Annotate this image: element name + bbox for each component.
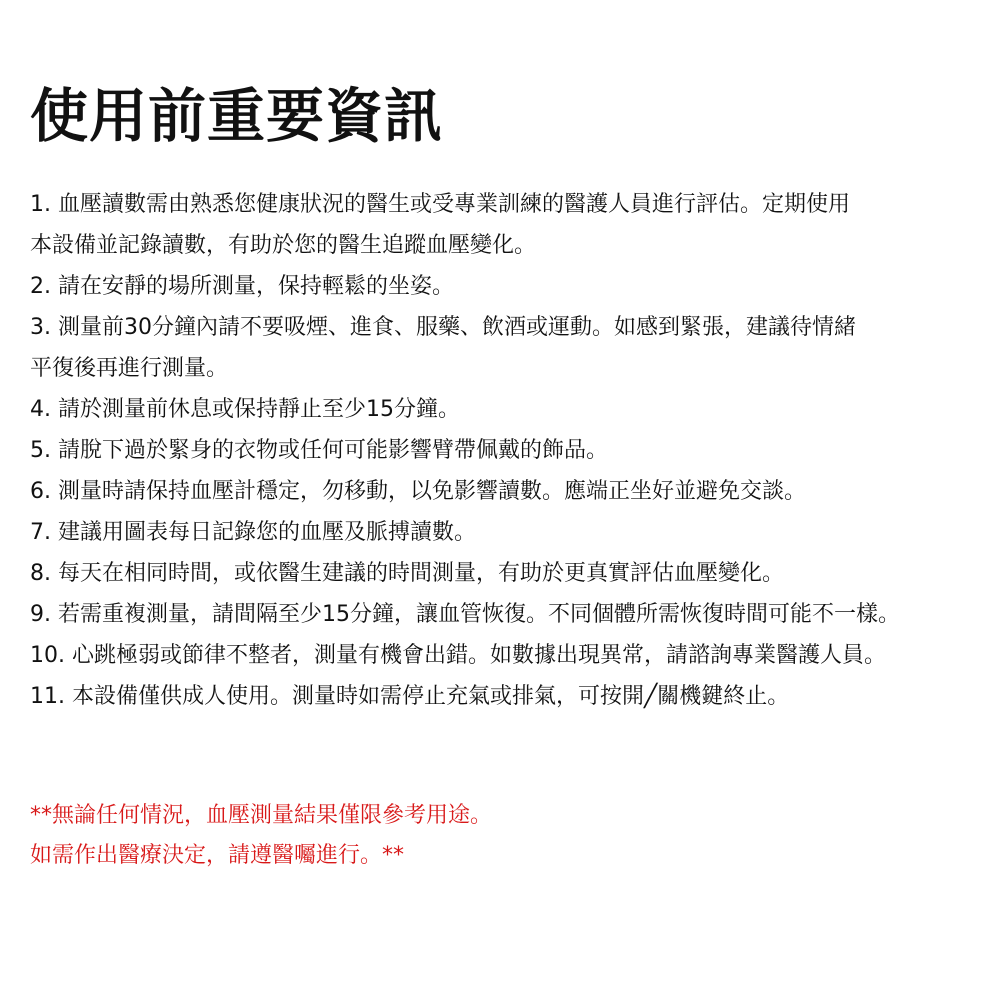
- disclaimer-line: **無論任何情況，血壓測量結果僅限參考用途。: [30, 803, 493, 828]
- important-notes-list: [30, 184, 990, 717]
- note-line: 7. 建議用圖表每日記錄您的血壓及脈搏讀數。: [30, 520, 476, 545]
- note-line: 4. 請於測量前休息或保持靜止至少15分鐘。: [30, 397, 460, 422]
- note-line: 平復後再進行測量。: [30, 356, 229, 381]
- note-line: 8. 每天在相同時間，或依醫生建議的時間測量，有助於更真實評估血壓變化。: [30, 561, 784, 586]
- medical-disclaimer: [30, 796, 970, 876]
- note-line: 2. 請在安靜的場所測量，保持輕鬆的坐姿。: [30, 274, 454, 299]
- disclaimer-line: 如需作出醫療決定，請遵醫囑進行。**: [30, 843, 405, 868]
- note-line: 11. 本設備僅供成人使用。測量時如需停止充氣或排氣，可按開╱關機鍵終止。: [30, 684, 790, 709]
- page-title: 使用前重要資訊: [30, 82, 444, 150]
- note-line: 10. 心跳極弱或節律不整者，測量有機會出錯。如數據出現異常，請諮詢專業醫護人員。: [30, 643, 886, 668]
- note-line: 3. 測量前30分鐘內請不要吸煙、進食、服藥、飲酒或運動。如感到緊張，建議待情緒: [30, 315, 856, 340]
- note-line: 1. 血壓讀數需由熟悉您健康狀況的醫生或受專業訓練的醫護人員進行評估。定期使用: [30, 192, 850, 217]
- note-line: 本設備並記錄讀數，有助於您的醫生追蹤血壓變化。: [30, 233, 537, 258]
- note-line: 6. 測量時請保持血壓計穩定，勿移動，以免影響讀數。應端正坐好並避免交談。: [30, 479, 806, 504]
- note-line: 9. 若需重複測量，請間隔至少15分鐘，讓血管恢復。不同個體所需恢復時間可能不一樣。: [30, 602, 900, 627]
- note-line: 5. 請脫下過於緊身的衣物或任何可能影響臂帶佩戴的飾品。: [30, 438, 608, 463]
